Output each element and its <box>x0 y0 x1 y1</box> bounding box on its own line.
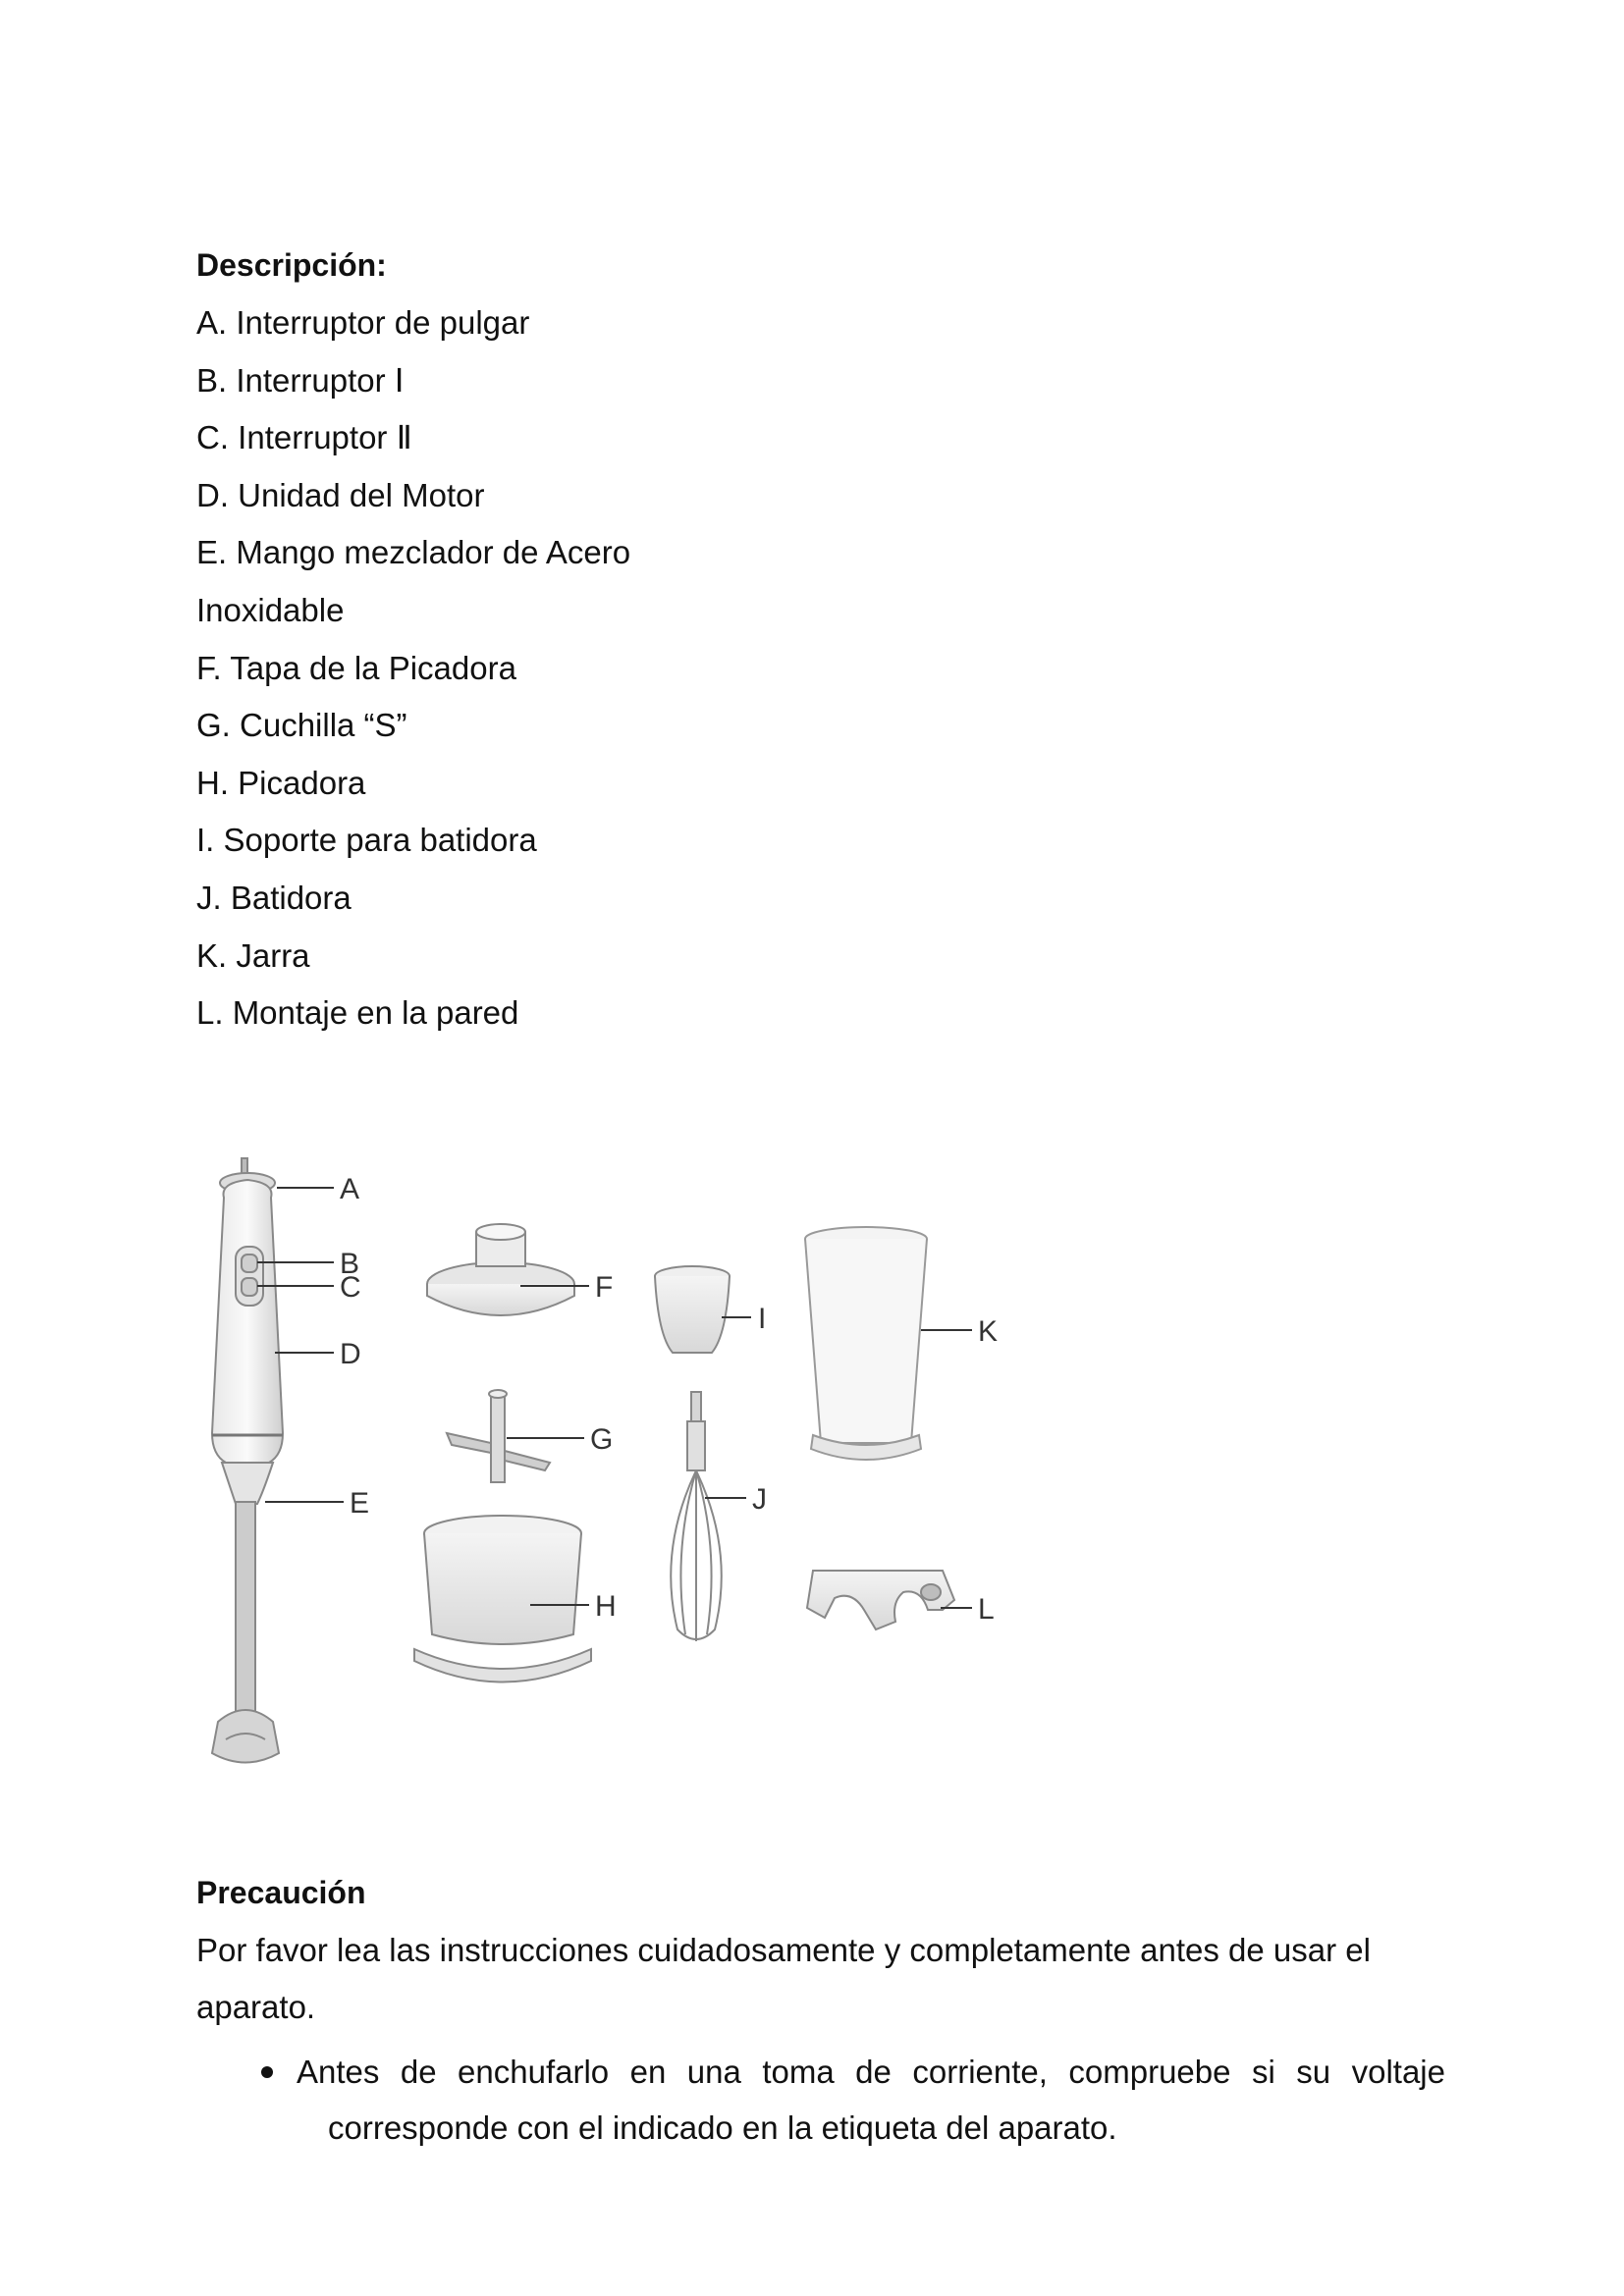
figure-label-h: H <box>595 1590 617 1623</box>
chopper-lid-drawing <box>427 1224 574 1315</box>
figure-label-a: A <box>340 1173 360 1205</box>
bullet-icon <box>261 2066 273 2078</box>
figure-label-k: K <box>978 1315 999 1348</box>
description-item-e-continued: Inoxidable <box>196 591 345 628</box>
figure-label-c: C <box>340 1271 361 1304</box>
figure-label-j: J <box>752 1483 767 1516</box>
wall-mount-drawing <box>807 1571 954 1629</box>
description-item-b: B. Interruptor Ⅰ <box>196 361 405 399</box>
figure-label-f: F <box>595 1271 614 1304</box>
chopper-bowl-drawing <box>414 1516 591 1682</box>
figure-label-d: D <box>340 1338 361 1370</box>
s-blade-drawing <box>447 1390 550 1482</box>
precaution-bullet-item <box>255 2044 1445 2156</box>
precaution-title: Precaución <box>196 1875 366 1910</box>
description-list <box>196 294 630 1042</box>
precaution-bullet-line1: Antes de enchufarlo en una toma de corriente, compruebe si su voltaje <box>297 2054 1445 2090</box>
figure-label-l: L <box>978 1593 995 1626</box>
description-item-f: F. Tapa de la Picadora <box>196 649 516 686</box>
figure-label-b: B <box>340 1248 360 1280</box>
description-item-i: I. Soporte para batidora <box>196 822 537 859</box>
description-item-d: D. Unidad del Motor <box>196 476 485 513</box>
description-item-k: K. Jarra <box>196 936 310 974</box>
precaution-bullet-line2: corresponde con el indicado en la etiqueta del aparato. <box>328 2109 1117 2146</box>
precaution-intro: Por favor lea las instrucciones cuidadosamente y completamente antes de usar el aparato. <box>196 1932 1371 2025</box>
precaution-bullet-list <box>255 2044 1445 2156</box>
description-item-l: L. Montaje en la pared <box>196 994 519 1032</box>
blender-parts-illustration <box>196 1139 1001 1787</box>
beaker-drawing <box>805 1227 927 1460</box>
whisk-holder-drawing <box>655 1266 730 1353</box>
hand-blender-drawing <box>212 1158 283 1763</box>
description-item-c: C. Interruptor Ⅱ <box>196 419 412 456</box>
description-title: Descripción: <box>196 247 387 283</box>
figure-label-e: E <box>350 1487 370 1520</box>
description-item-a: A. Interruptor de pulgar <box>196 304 530 341</box>
description-item-j: J. Batidora <box>196 879 352 916</box>
description-item-h: H. Picadora <box>196 764 366 801</box>
description-item-e: E. Mango mezclador de Acero <box>196 534 631 571</box>
whisk-drawing <box>671 1392 722 1641</box>
description-item-g: G. Cuchilla “S” <box>196 707 407 744</box>
figure-label-i: I <box>758 1303 767 1335</box>
figure-label-g: G <box>590 1423 614 1456</box>
